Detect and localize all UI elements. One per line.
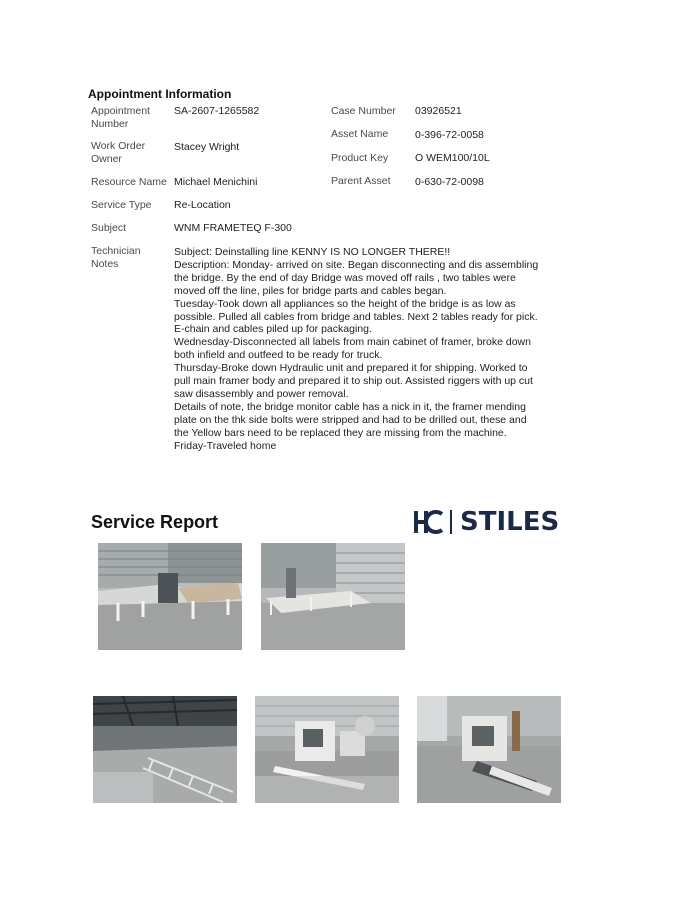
notes-line: pull main framer body and prepared it to ship out. Assisted riggers with up cut [174,375,533,388]
value-product-key: O WEM100/10L [415,152,490,164]
notes-line: Details of note, the bridge monitor cable has a nick in it, the framer mending [174,400,526,413]
label-asset-name: Asset Name [331,128,389,140]
notes-line: moved off the line, piles for bridge parts and cables began. [174,284,447,297]
company-logo [414,506,559,538]
label-technician-notes: Technician Notes [91,245,141,270]
warehouse-photo-bridge [261,543,405,650]
warehouse-photo-aisle [93,696,237,803]
warehouse-photo-machine [255,696,399,803]
label-resource-name: Resource Name [91,176,167,188]
notes-line: the Yellow bars need to be replaced they are missing from the machine. [174,426,507,439]
notes-line: Tuesday-Took down all appliances so the height of the bridge is as low as [174,297,516,310]
value-case-number: 03926521 [415,105,462,117]
value-service-type: Re-Location [174,199,231,211]
label-appointment-number: Appointment Number [91,105,150,130]
notes-line: Description: Monday- arrived on site. Began disconnecting and dis assembling [174,258,539,271]
notes-line: E-chain and cables piled up for packaging. [174,323,372,336]
notes-line: possible. Pulled all cables from bridge and tables. Next 2 tables ready for pick. [174,310,538,323]
section-title: Appointment Information [88,87,232,101]
value-appointment-number: SA-2607-1265582 [174,105,260,117]
value-work-order-owner: Stacey Wright [174,141,240,153]
value-asset-name: 0-396-72-0058 [415,129,484,141]
label-parent-asset: Parent Asset [331,175,391,187]
label-work-order-owner: Work Order Owner [91,140,146,165]
technician-notes [174,246,574,453]
notes-line: saw disassembly and power removal. [174,387,349,400]
label-product-key: Product Key [331,152,389,164]
notes-line: Friday-Traveled home [174,439,277,452]
value-subject: WNM FRAMETEQ F-300 [174,222,292,234]
report-title: Service Report [91,512,219,532]
notes-line: plate on the thk side bolts were stripped and had to be drilled out, these and [174,413,527,426]
warehouse-photo-tables [98,543,242,650]
logo-text: STILES [460,507,560,537]
logo-divider [450,510,452,534]
notes-line: Wednesday-Disconnected all labels from main cabinet of framer, broke down [174,336,531,349]
label-case-number: Case Number [331,105,396,117]
notes-line: both infield and outfeed to be ready for truck. [174,349,383,362]
warehouse-photo-framer [417,696,561,803]
value-parent-asset: 0-630-72-0098 [415,176,484,188]
label-service-type: Service Type [91,199,152,211]
label-subject: Subject [91,222,127,234]
hc-monogram-icon [414,509,444,535]
notes-line: the bridge. By the end of day Bridge was moved off rails , two tables were [174,271,516,284]
notes-line: Subject: Deinstalling line KENNY IS NO LONGER THERE!! [174,246,451,258]
notes-line: Thursday-Broke down Hydraulic unit and prepared it for shipping. Worked to [174,362,528,375]
value-resource-name: Michael Menichini [174,176,258,188]
